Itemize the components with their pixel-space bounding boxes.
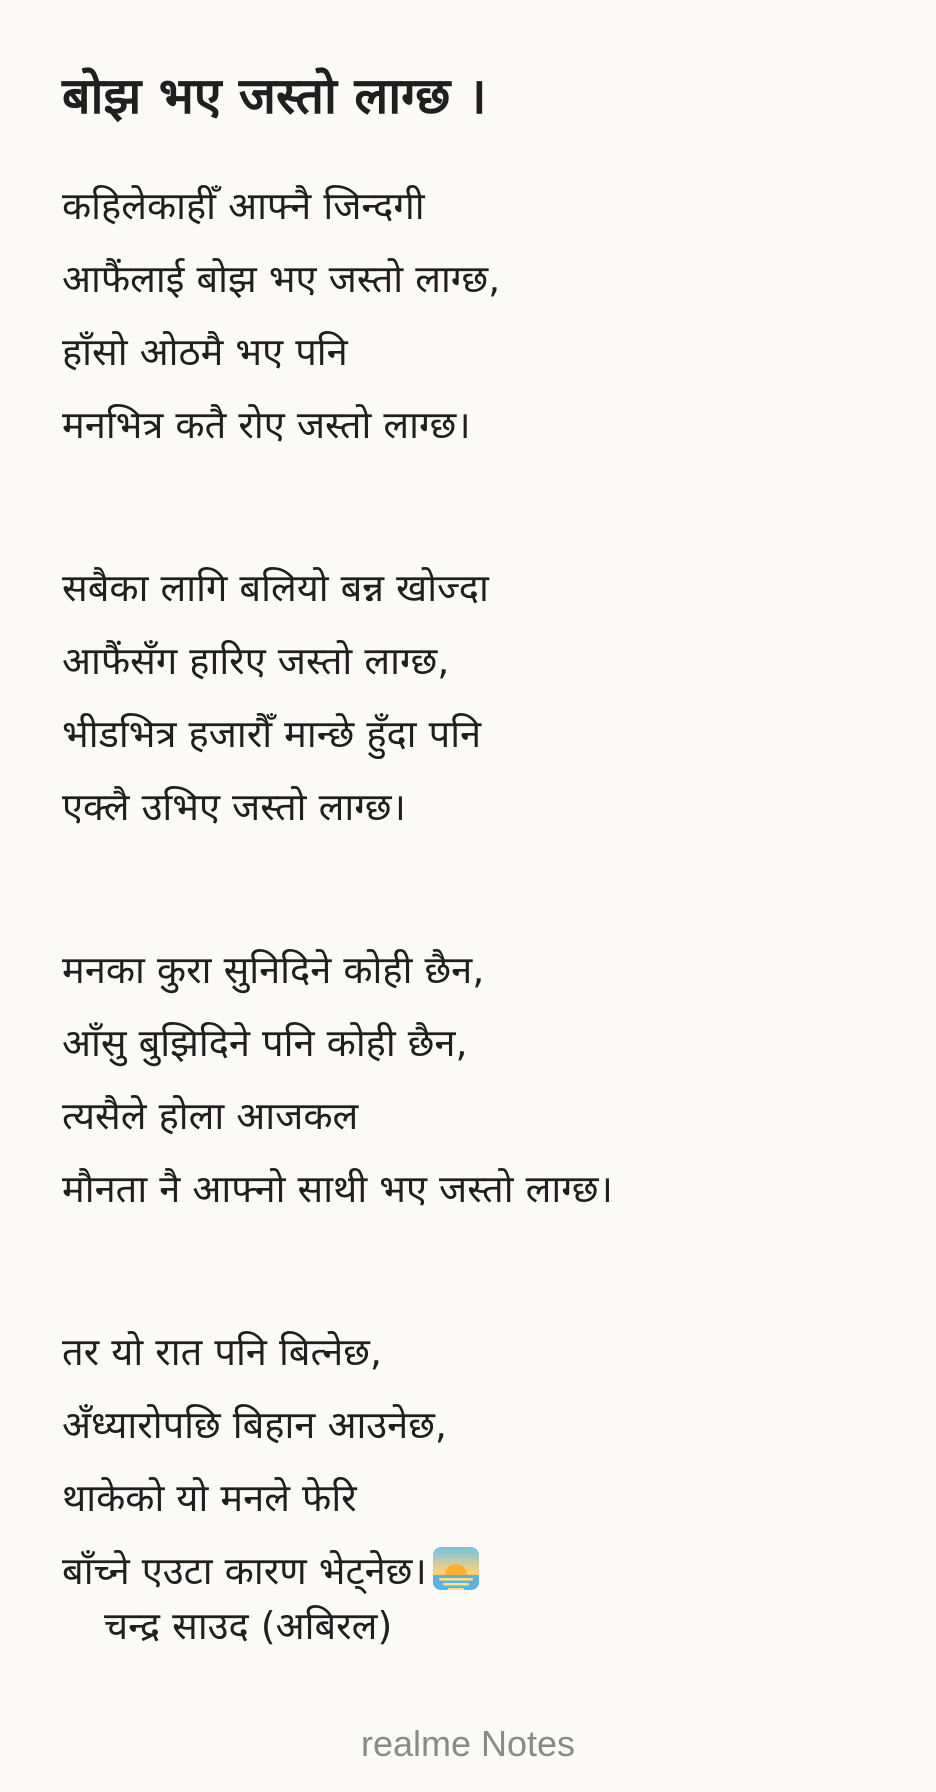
stanza-3 [62, 934, 882, 1226]
poem-line: आफैंलाई बोझ भए जस्तो लाग्छ, [62, 257, 501, 301]
poem-line: कहिलेकाहीँ आफ्नै जिन्दगी [62, 184, 425, 228]
poem-line: मौनता नै आफ्नो साथी भए जस्तो लाग्छ। [62, 1167, 613, 1211]
poem-line: अँध्यारोपछि बिहान आउनेछ, [62, 1403, 447, 1447]
poem-line: सबैका लागि बलियो बन्न खोज्दा [62, 566, 489, 610]
stanza-1 [62, 170, 882, 462]
stanza-2 [62, 552, 882, 844]
poem-line: मनका कुरा सुनिदिने कोही छैन, [62, 948, 485, 992]
poem-line: थाकेको यो मनले फेरि [62, 1476, 357, 1520]
poem-line-text: बाँच्ने एउटा कारण भेट्नेछ। [62, 1549, 427, 1593]
poem-line: एक्लै उभिए जस्तो लाग्छ। [62, 785, 406, 829]
sunrise-emoji-icon [433, 1544, 479, 1590]
app-watermark: realme Notes [360, 1723, 576, 1764]
poem-line: भीडभित्र हजारौँ मान्छे हुँदा पनि [62, 712, 482, 756]
poem-line: मनभित्र कतै रोए जस्तो लाग्छ। [62, 403, 471, 447]
poem-line: तर यो रात पनि बित्नेछ, [62, 1330, 382, 1374]
author-signature: चन्द्र साउद (अबिरल) [104, 1604, 393, 1648]
note-title: बोझ भए जस्तो लाग्छ । [62, 67, 487, 125]
poem-line: आफैंसँग हारिए जस्तो लाग्छ, [62, 639, 450, 683]
poem-line: आँसु बुझिदिने पनि कोही छैन, [62, 1021, 468, 1065]
stanza-4 [62, 1316, 882, 1608]
poem-line: हाँसो ओठमै भए पनि [62, 330, 348, 374]
poem-line: त्यसैले होला आजकल [62, 1094, 359, 1138]
note-content[interactable] [62, 56, 882, 1698]
